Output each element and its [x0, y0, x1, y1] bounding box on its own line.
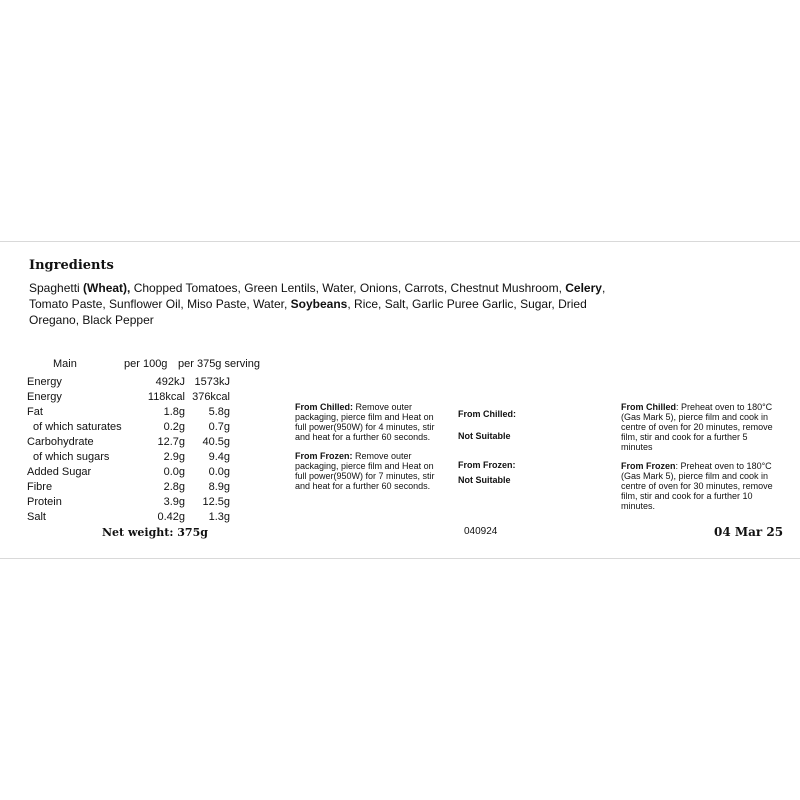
nutrient-label: Fat: [27, 406, 43, 418]
nutrient-label: Energy: [27, 391, 62, 403]
oven-chilled: [621, 402, 781, 452]
ingredient-allergen: Soybeans: [290, 297, 348, 311]
batch-code: 040924: [464, 526, 498, 537]
per100-value: 3.9g: [163, 496, 185, 508]
ingredient-part: , Tomato Paste, Sunflower Oil, Miso Paste, Water,: [29, 281, 606, 311]
ingredient-part: Chopped Tomatoes, Green Lentils, Water, Onions, Carrots, Chestnut Mushroom,: [130, 281, 566, 295]
ingredients-text: [29, 280, 629, 328]
nutrient-label: Fibre: [27, 481, 53, 493]
per100-value: 0.0g: [163, 466, 185, 478]
other-chilled-value: Not Suitable: [458, 431, 511, 441]
per375-value: 12.5g: [202, 496, 230, 508]
other-frozen-value: Not Suitable: [458, 475, 511, 485]
ingredients-title: Ingredients: [29, 258, 114, 273]
microwave-frozen-label: From Frozen:: [295, 451, 353, 461]
oven-frozen-label: From Frozen: [621, 461, 676, 471]
per100-value: 12.7g: [157, 436, 185, 448]
per100-value: 2.8g: [163, 481, 185, 493]
ingredient-allergen: (Wheat),: [83, 281, 131, 295]
per375-value: 1.3g: [208, 511, 230, 523]
header-per375: per 375g serving: [178, 358, 260, 370]
header-per100: per 100g: [124, 358, 168, 370]
other-frozen-label: From Frozen:: [458, 460, 516, 470]
per375-value: 0.7g: [208, 421, 230, 433]
per100-value: 2.9g: [163, 451, 185, 463]
oven-frozen: [621, 461, 781, 511]
per375-value: 8.9g: [208, 481, 230, 493]
per100-value: 0.2g: [163, 421, 185, 433]
ingredient-part: Spaghetti: [29, 281, 84, 295]
per375-value: 40.5g: [202, 436, 230, 448]
ingredient-allergen: Celery: [565, 281, 602, 295]
oven-chilled-text: : Preheat oven to 180°C (Gas Mark 5), pierce film and cook in centre of oven for 20 minutes, remove film, stir and cook for a further 5 minutes: [621, 402, 773, 452]
microwave-chilled-label: From Chilled:: [295, 402, 353, 412]
oven-instructions: [621, 402, 781, 520]
nutrient-label: Added Sugar: [27, 466, 92, 478]
per100-value: 1.8g: [163, 406, 185, 418]
header-main: Main: [53, 358, 77, 370]
oven-chilled-label: From Chilled: [621, 402, 677, 412]
use-by-date: 04 Mar 25: [714, 525, 784, 539]
per100-value: 492kJ: [155, 376, 185, 388]
per375-value: 1573kJ: [194, 376, 230, 388]
microwave-frozen: [295, 451, 435, 491]
per100-value: 118kcal: [147, 391, 185, 403]
ingredient-part: , Rice, Salt, Garlic Puree Garlic, Sugar, Dried Oregano, Black Pepper: [29, 297, 587, 327]
per375-value: 5.8g: [208, 406, 230, 418]
nutrient-label: of which saturates: [33, 421, 122, 433]
oven-frozen-text: : Preheat oven to 180°C (Gas Mark 5), pierce film and cook in centre of oven for 30 minutes, remove film, stir and cook for a further 10 minutes.: [621, 461, 773, 511]
nutrient-label: Energy: [27, 376, 62, 388]
nutrient-label: Carbohydrate: [27, 436, 94, 448]
microwave-frozen-text: Remove outer packaging, pierce film and Heat on full power(950W) for 7 minutes, stir and heat for a further 60 seconds.: [295, 451, 435, 491]
product-label-panel: [0, 241, 800, 559]
net-weight: Net weight: 375g: [102, 526, 208, 539]
per375-value: 9.4g: [208, 451, 230, 463]
microwave-chilled-text: Remove outer packaging, pierce film and Heat on full power(950W) for 4 minutes, stir and heat for a further 60 seconds.: [295, 402, 435, 442]
per375-value: 0.0g: [208, 466, 230, 478]
nutrient-label: Salt: [27, 511, 46, 523]
per100-value: 0.42g: [157, 511, 185, 523]
microwave-instructions: [295, 402, 435, 500]
nutrient-label: Protein: [27, 496, 62, 508]
other-chilled-label: From Chilled:: [458, 409, 516, 419]
nutrient-label: of which sugars: [33, 451, 110, 463]
microwave-chilled: [295, 402, 435, 442]
per375-value: 376kcal: [192, 391, 230, 403]
